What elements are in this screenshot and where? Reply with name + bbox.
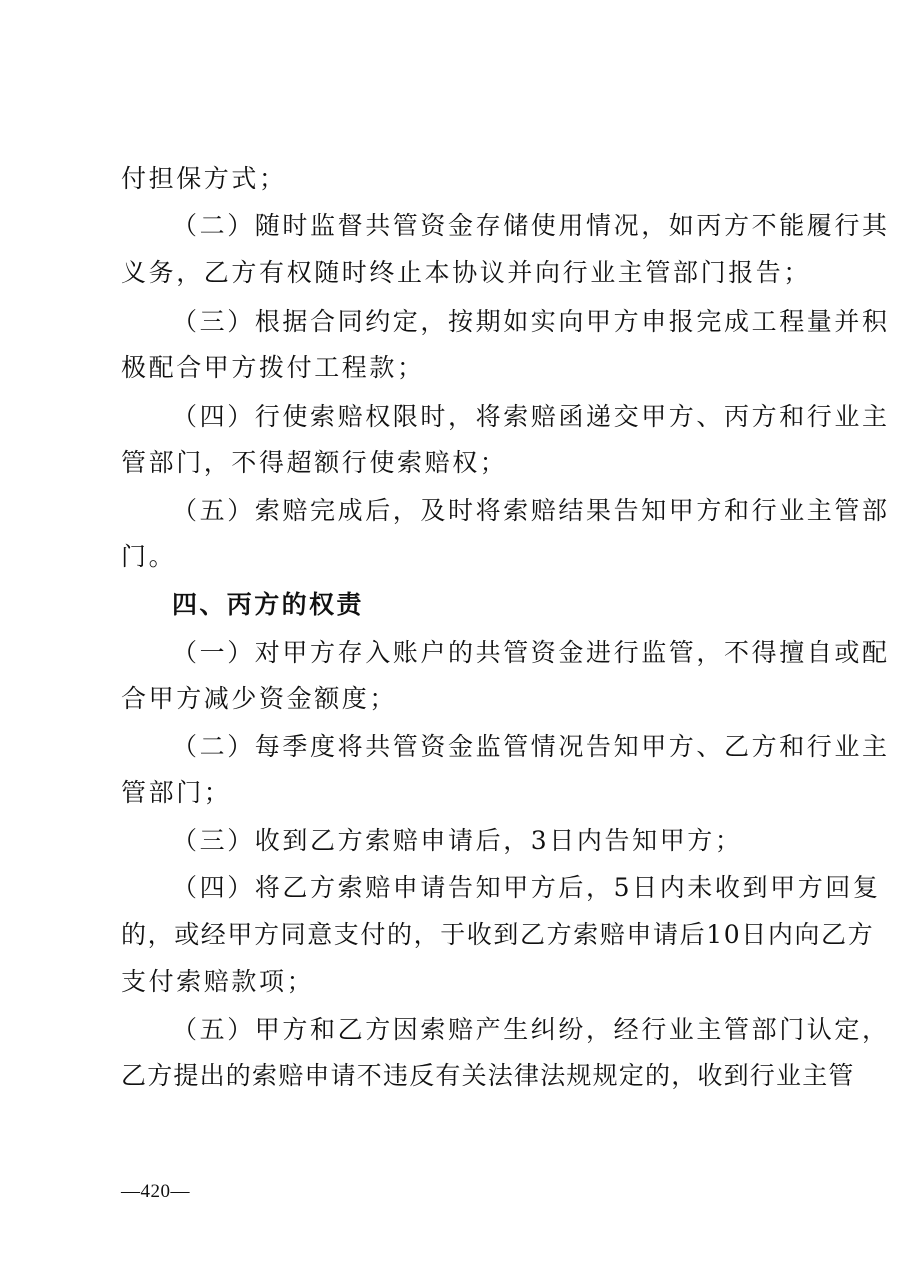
text-line: 管部门； (121, 778, 232, 807)
page-number: —420— (121, 1181, 190, 1202)
text-line: （一）对甲方存入账户的共管资金进行监管，不得擅自或配 (172, 638, 890, 667)
text-line: 支付索赔款项； (121, 967, 315, 996)
text-line: 义务，乙方有权随时终止本协议并向行业主管部门报告； (121, 258, 812, 287)
text-line: （二）每季度将共管资金监管情况告知甲方、乙方和行业主 (172, 732, 890, 761)
text-line: （五）甲方和乙方因索赔产生纠纷，经行业主管部门认定， (172, 1015, 890, 1044)
text-line: （四）将乙方索赔申请告知甲方后，5日内未收到甲方回复 (172, 873, 881, 902)
text-line: （三）收到乙方索赔申请后，3日内告知甲方； (172, 826, 743, 855)
text-line: 付担保方式； (121, 164, 287, 193)
text-line: （二）随时监督共管资金存储使用情况，如丙方不能履行其 (172, 211, 890, 240)
text-line: （四）行使索赔权限时，将索赔函递交甲方、丙方和行业主 (172, 402, 890, 431)
text-line: 管部门，不得超额行使索赔权； (121, 448, 508, 477)
text-line: 合甲方减少资金额度； (121, 684, 398, 713)
text-line: （三）根据合同约定，按期如实向甲方申报完成工程量并积 (172, 307, 890, 336)
text-line: （五）索赔完成后，及时将索赔结果告知甲方和行业主管部 (172, 496, 890, 525)
text-line: 乙方提出的索赔申请不违反有关法律法规规定的，收到行业主管 (121, 1061, 855, 1090)
section-heading: 四、丙方的权责 (172, 590, 364, 619)
text-line: 极配合甲方拨付工程款； (121, 353, 425, 382)
text-line: 门。 (121, 542, 177, 571)
text-line: 的，或经甲方同意支付的，于收到乙方索赔申请后10日内向乙方 (121, 920, 875, 949)
